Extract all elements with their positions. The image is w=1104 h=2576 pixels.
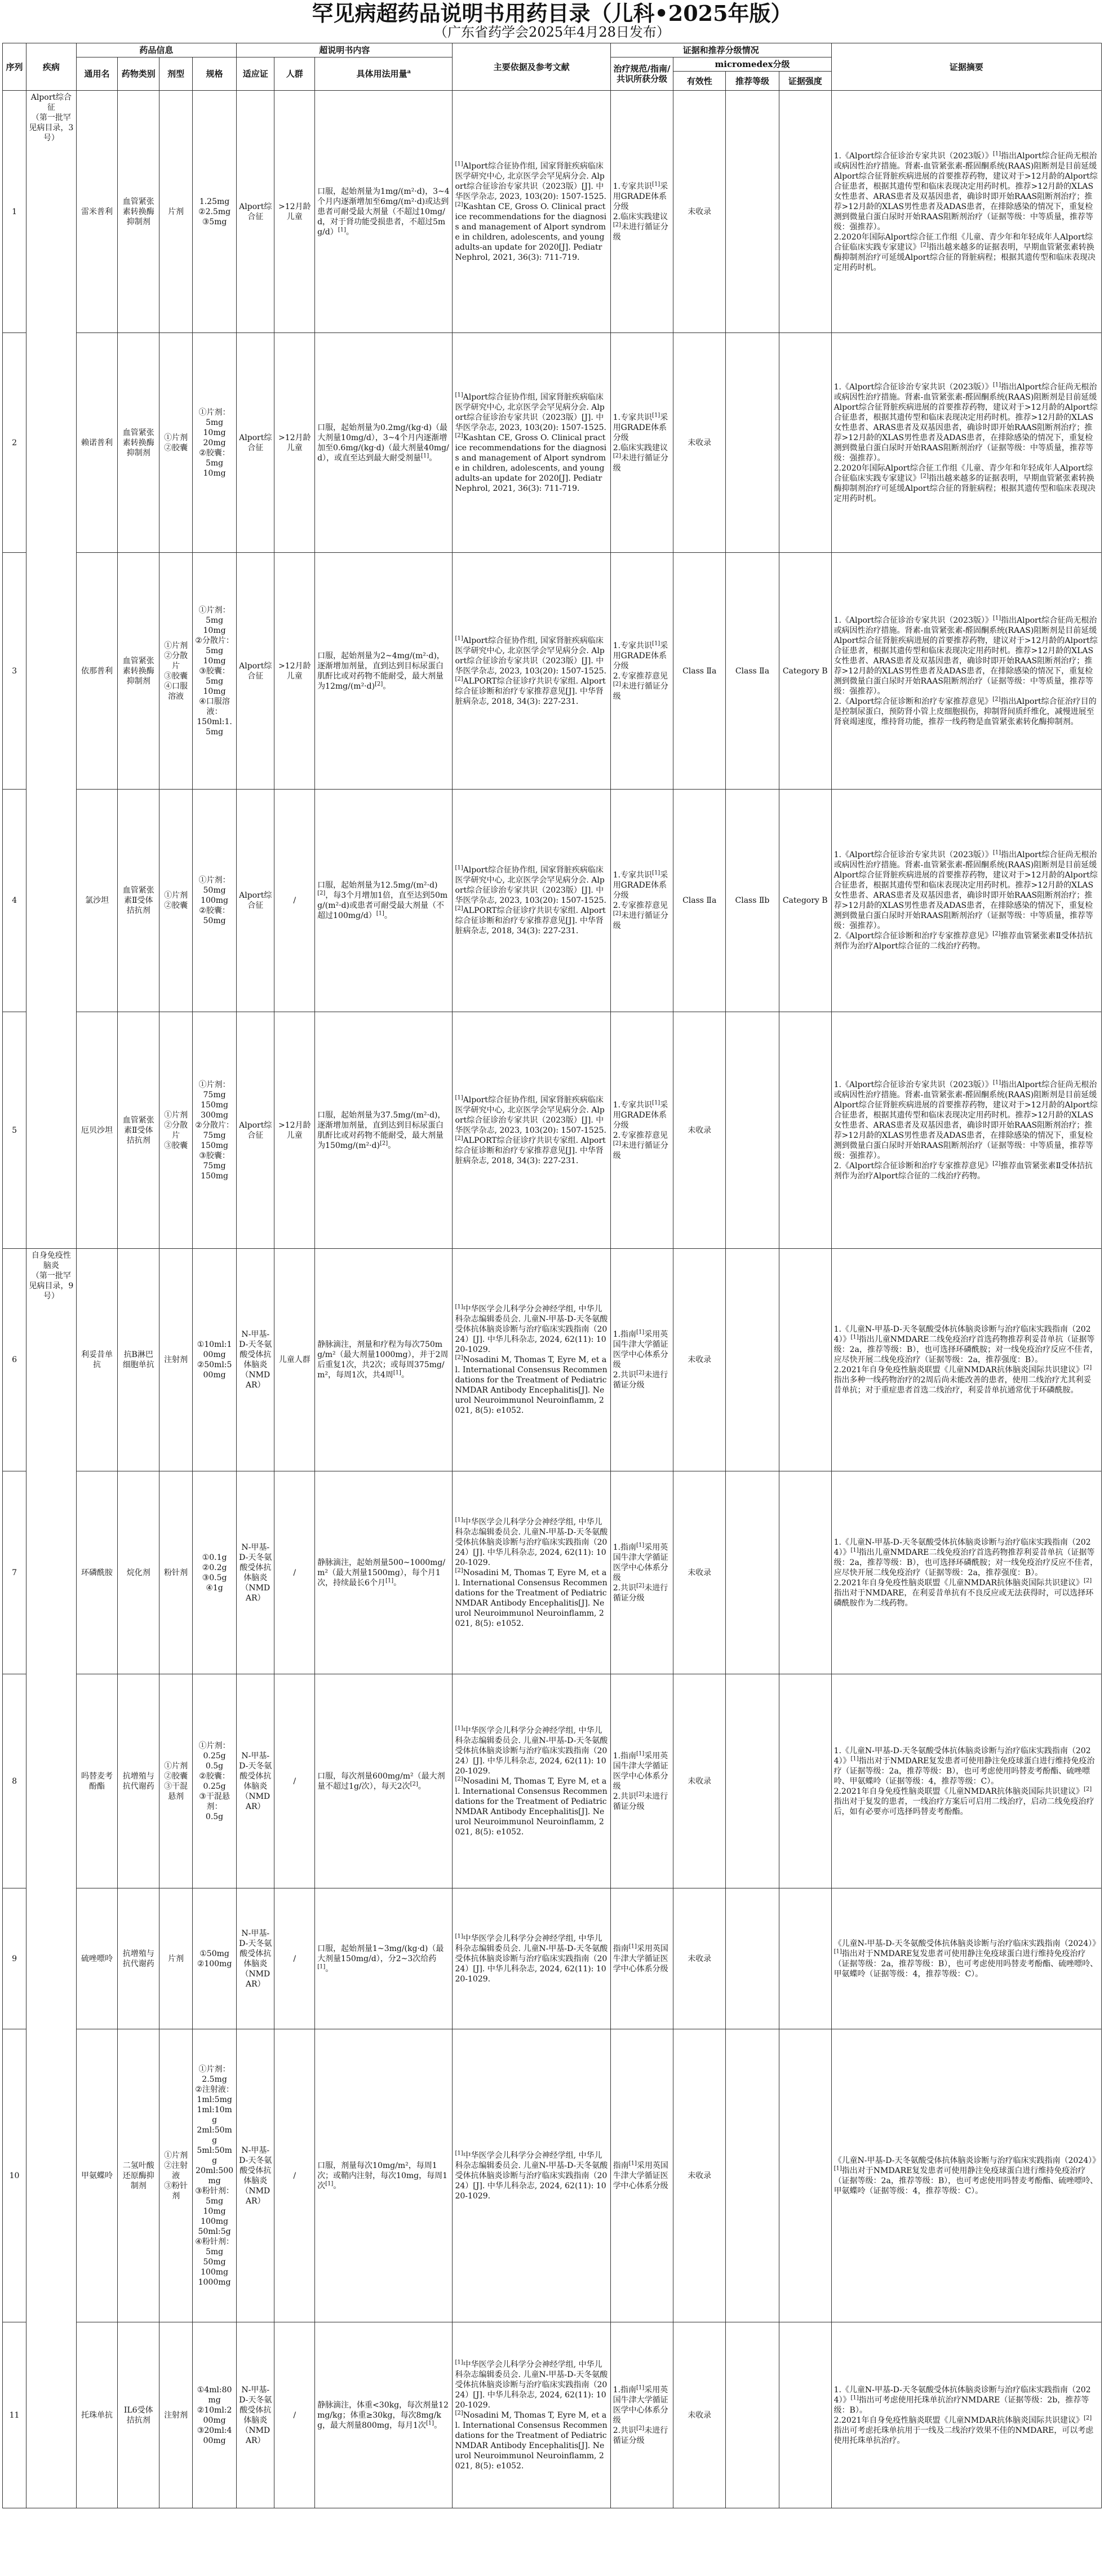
evi-strength-cell — [779, 333, 831, 553]
seq-cell: 9 — [3, 1888, 26, 2029]
basis-cell: [1]Alport综合征协作组, 国家肾脏疾病临床医学研究中心, 北京医学会罕见病分会. Alport综合征诊治专家共识（2023版）[J]. 中华医学杂志, 2023, 103(20): 1507-1525. [2]ALPORT综合征诊疗共识专家组. Alport综合征诊断和治疗专家推荐意见[J]. 中华肾脏病杂志, 2018, 34(3): 227-231. — [453, 1012, 610, 1249]
header-disease: 疾病 — [26, 43, 76, 91]
dosage-form-cell: ①片剂 ②胶囊 — [159, 790, 193, 1012]
population-cell: >12月龄儿童 — [274, 1012, 315, 1249]
basis-cell: [1]Alport综合征协作组, 国家肾脏疾病临床医学研究中心, 北京医学会罕见病分会. Alport综合征诊治专家共识（2023版）[J]. 中华医学杂志, 2023, 103(20): 1507-1525. [2]ALPORT综合征诊疗共识专家组. Alport综合征诊断和治疗专家推荐意见[J]. 中华肾脏病杂志, 2018, 34(3): 227-231. — [453, 790, 610, 1012]
efficacy-cell: 未收录 — [673, 2322, 726, 2508]
usage-cell: 口服，每次剂量600mg/m²（最大剂量不超过1g/次），每天2次[2]。 — [315, 1674, 453, 1888]
summary-cell: 1.《Alport综合征诊治专家共识（2023版）》[1]指出Alport综合征尚无根治或病因性治疗措施。肾素-血管紧张素-醛固酮系统(RAAS)阻断剂是目前延缓Alport综合征肾脏疾病进展的首要推荐药物，建议对于>12月龄的Alport综合征患者，根据其遗传型和临床表现决定用药时机。推荐>12月龄的XLAS女性患者、ARAS患者及双基因患者，确诊时即开始RAAS阻断剂治疗；推荐>12月龄的XLAS男性患者及ADAS患者，在排除感染的情况下，重复检测到微量白蛋白尿时开始RAAS阻断剂治疗（证据等级：中等质量，推荐等级：强推荐）。 2.《Alport综合征诊断和治疗专家推荐意见》[2]推荐血管紧张素Ⅱ受体拮抗剂作为治疗Alport综合征的二线治疗药物。 — [831, 1012, 1101, 1249]
guideline-cell: 1.专家共识[1]采用GRADE体系分级 2.临床实践建议[2]未进行循证分级 — [610, 91, 673, 333]
seq-cell: 8 — [3, 1674, 26, 1888]
indication-cell: N-甲基-D-天冬氨酸受体抗体脑炎（NMDAR） — [237, 1249, 274, 1471]
header-evidence: 证据和推荐分级情况 — [610, 43, 831, 57]
usage-cell: 口服，起始剂量为37.5mg/(m²·d)，逐渐增加剂量，直到达到目标尿蛋白肌酐比或对药物不能耐受，最大剂量为150mg/(m²·d)[2]。 — [315, 1012, 453, 1249]
seq-cell: 4 — [3, 790, 26, 1012]
spec-cell: ①片剂： 5mg 10mg 20mg ②胶囊： 5mg 10mg — [193, 333, 237, 553]
basis-cell: [1]Alport综合征协作组, 国家肾脏疾病临床医学研究中心, 北京医学会罕见病分会. Alport综合征诊治专家共识（2023版）[J]. 中华医学杂志, 2023, 103(20): 1507-1525. [2]Kashtan CE, Gross O. Clinical practice recommendations for the diagnosis and management of Alport syndrome in children, adolescents, and young adults-an update for 2020[J]. Pediatr Nephrol, 2021, 36(3): 711-719. — [453, 333, 610, 553]
guideline-cell: 1.指南[1]采用英国牛津大学循证医学中心体系分级 2.共识[2]未进行循证分级 — [610, 2322, 673, 2508]
population-cell: / — [274, 1888, 315, 2029]
drug-class-cell: 抗增殖与抗代谢药 — [118, 1888, 159, 2029]
basis-cell: [1]Alport综合征协作组, 国家肾脏疾病临床医学研究中心, 北京医学会罕见病分会. Alport综合征诊治专家共识（2023版）[J]. 中华医学杂志, 2023, 103(20): 1507-1525. [2]Kashtan CE, Gross O. Clinical practice recommendations for the diagnosis and management of Alport syndrome in children, adolescents, and young adults-an update for 2020[J]. Pediatr Nephrol, 2021, 36(3): 711-719. — [453, 91, 610, 333]
efficacy-cell: 未收录 — [673, 1249, 726, 1471]
table-row — [3, 1888, 1102, 2029]
usage-cell: 口服，起始剂量为2~4mg/(m²·d)，逐渐增加剂量，直到达到目标尿蛋白肌酐比或对药物不能耐受，最大剂量为12mg/(m²·d)[2]。 — [315, 553, 453, 790]
header-population: 人群 — [274, 57, 315, 91]
evi-strength-cell — [779, 1471, 831, 1674]
header-usage — [315, 57, 453, 91]
efficacy-cell: 未收录 — [673, 1471, 726, 1674]
basis-cell: [1]中华医学会儿科学分会神经学组, 中华儿科杂志编辑委员会. 儿童N-甲基-D-天冬氨酸受体抗体脑炎诊断与治疗临床实践指南（2024）[J]. 中华儿科杂志, 2024, 62(11): 1020-1029. — [453, 1888, 610, 2029]
usage-cell: 口服，起始剂量1~3mg/(kg·d)（最大剂量150mg/d），分2~3次给药[1]。 — [315, 1888, 453, 2029]
spec-cell: ①片剂： 0.25g 0.5g ②胶囊： 0.25g ③干混悬剂： 0.5g — [193, 1674, 237, 1888]
basis-cell: [1]中华医学会儿科学分会神经学组, 中华儿科杂志编辑委员会. 儿童N-甲基-D-天冬氨酸受体抗体脑炎诊断与治疗临床实践指南（2024）[J]. 中华儿科杂志, 2024, 62(11): 1020-1029. — [453, 2029, 610, 2322]
evi-strength-cell — [779, 1012, 831, 1249]
drug-class-cell: 血管紧张素转换酶抑制剂 — [118, 91, 159, 333]
drug-class-cell: 抗B淋巴细胞单抗 — [118, 1249, 159, 1471]
indication-cell: N-甲基-D-天冬氨酸受体抗体脑炎（NMDAR） — [237, 2322, 274, 2508]
drug-catalog-table — [2, 43, 1102, 2508]
spec-cell: ①0.1g ②0.2g ③0.5g ④1g — [193, 1471, 237, 1674]
generic-name-cell: 甲氨蝶呤 — [76, 2029, 118, 2322]
header-drug-info: 药品信息 — [76, 43, 236, 57]
usage-cell: 静脉滴注，起始剂量500~1000mg/m²（最大剂量1500mg），每个月1次，持续最长6个月[1]。 — [315, 1471, 453, 1674]
evi-strength-cell — [779, 1249, 831, 1471]
spec-cell: ①4ml:80mg ②10ml:200mg ③20ml:400mg — [193, 2322, 237, 2508]
header-efficacy: 有效性 — [673, 72, 726, 91]
rec-level-cell — [726, 1674, 779, 1888]
table-row — [3, 1012, 1102, 1249]
dosage-form-cell: ①片剂 ②胶囊 ③干混悬剂 — [159, 1674, 193, 1888]
spec-cell: ①片剂： 75mg 150mg 300mg ②分散片： 75mg 150mg ③胶囊： 75mg 150mg — [193, 1012, 237, 1249]
summary-cell: 《儿童N-甲基-D-天冬氨酸受体抗体脑炎诊断与治疗临床实践指南（2024）》[1]指出对于NMDARE复发患者可使用静注免疫球蛋白进行维持免疫治疗（证据等级：2a，推荐等级：B），也可考虑使用吗替麦考酚酯、硫唑嘌呤、甲氨蝶呤（证据等级：4，推荐等级：C）。 — [831, 1888, 1101, 2029]
header-usage-label: 具体用法用量 — [356, 69, 407, 79]
table-row — [3, 553, 1102, 790]
seq-cell: 5 — [3, 1012, 26, 1249]
dosage-form-cell: ①片剂 ②注射液 ③粉针剂 — [159, 2029, 193, 2322]
guideline-cell: 1.专家共识[1]采用GRADE体系分级 2.专家推荐意见[2]未进行循证分级 — [610, 1012, 673, 1249]
header-off-label: 超说明书内容 — [237, 43, 453, 57]
generic-name-cell: 依那普利 — [76, 553, 118, 790]
drug-class-cell: 血管紧张素转换酶抑制剂 — [118, 553, 159, 790]
spec-cell: ①片剂： 2.5mg ②注射液： 1ml:5mg 1ml:10mg 2ml:50mg 5ml:50mg 20ml:500mg ③粉针剂： 5mg 10mg 100mg 50ml:5g ④粉针剂： 5mg 50mg 100mg 1000mg — [193, 2029, 237, 2322]
guideline-cell: 1.专家共识[1]采用GRADE体系分级 2.临床实践建议[2]未进行循证分级 — [610, 333, 673, 553]
rec-level-cell — [726, 2322, 779, 2508]
table-row — [3, 1249, 1102, 1471]
header-seq: 序列 — [3, 43, 26, 91]
evi-strength-cell — [779, 1674, 831, 1888]
drug-class-cell: 血管紧张素转换酶抑制剂 — [118, 333, 159, 553]
header-guideline: 治疗规范/指南/共识所获分级 — [610, 57, 673, 91]
rec-level-cell — [726, 1249, 779, 1471]
rec-level-cell — [726, 333, 779, 553]
indication-cell: N-甲基-D-天冬氨酸受体抗体脑炎（NMDAR） — [237, 1888, 274, 2029]
rec-level-cell: Class Ⅱa — [726, 553, 779, 790]
efficacy-cell: 未收录 — [673, 1674, 726, 1888]
generic-name-cell: 厄贝沙坦 — [76, 1012, 118, 1249]
population-cell: >12月龄儿童 — [274, 553, 315, 790]
drug-class-cell: 抗增殖与抗代谢药 — [118, 1674, 159, 1888]
table-header — [3, 43, 1102, 91]
indication-cell: Alport综合征 — [237, 1012, 274, 1249]
summary-cell: 《儿童N-甲基-D-天冬氨酸受体抗体脑炎诊断与治疗临床实践指南（2024）》[1]指出对于NMDARE复发患者可使用静注免疫球蛋白进行维持免疫治疗（证据等级：2a，推荐等级：B），也可考虑使用吗替麦考酚酯、硫唑嘌呤、甲氨蝶呤（证据等级：4，推荐等级：C）。 — [831, 2029, 1101, 2322]
dosage-form-cell: ①片剂 ②胶囊 — [159, 333, 193, 553]
table-row — [3, 2029, 1102, 2322]
drug-class-cell: 血管紧张素Ⅱ受体拮抗剂 — [118, 1012, 159, 1249]
spec-cell: ①片剂： 5mg 10mg ②分散片： 5mg 10mg ③胶囊： 5mg 10mg ④口服溶液： 150ml:1.5mg — [193, 553, 237, 790]
basis-cell: [1]中华医学会儿科学分会神经学组, 中华儿科杂志编辑委员会. 儿童N-甲基-D-天冬氨酸受体抗体脑炎诊断与治疗临床实践指南（2024）[J]. 中华儿科杂志, 2024, 62(11): 1020-1029. [2]Nosadini M, Thomas T, Eyre M, et al. International Consensus Recommendations for the Treatment of Pediatric NMDAR Antibody Encephalitis[J]. Neurol Neuroimmunol Neuroinflamm, 2021, 8(5): e1052. — [453, 1674, 610, 1888]
guideline-cell: 1.指南[1]采用英国牛津大学循证医学中心体系分级 2.共识[2]未进行循证分级 — [610, 1249, 673, 1471]
spec-cell: 1.25mg ②2.5mg ③5mg — [193, 91, 237, 333]
efficacy-cell: 未收录 — [673, 1012, 726, 1249]
summary-cell: 1.《儿童N-甲基-D-天冬氨酸受体抗体脑炎诊断与治疗临床实践指南（2024）》[1]指出对于NMDARE复发患者可使用静注免疫球蛋白进行维持免疫治疗（证据等级：2a，推荐等级：B），也可考虑使用吗替麦考酚酯、硫唑嘌呤、甲氨蝶呤（证据等级：4，推荐等级：C）。 2.2021年自身免疫性脑炎联盟《儿童NMDAR抗体脑炎国际共识建议》[2]指出对于复发的患者，一线治疗方案后可启用二线治疗，启动二线免疫治疗后，如有必要亦可选择吗替麦考酚酯。 — [831, 1674, 1101, 1888]
summary-cell: 1.《Alport综合征诊治专家共识（2023版）》[1]指出Alport综合征尚无根治或病因性治疗措施。肾素-血管紧张素-醛固酮系统(RAAS)阻断剂是目前延缓Alport综合征肾脏疾病进展的首要推荐药物，建议对于>12月龄的Alport综合征患者，根据其遗传型和临床表现决定用药时机。推荐>12月龄的XLAS女性患者、ARAS患者及双基因患者，确诊时即开始RAAS阻断剂治疗；推荐>12月龄的XLAS男性患者及ADAS患者，在排除感染的情况下，重复检测到微量白蛋白尿时开始RAAS阻断剂治疗（证据等级：中等质量，推荐等级：强推荐）。 2.《Alport综合征诊断和治疗专家推荐意见》[2]推荐血管紧张素Ⅱ受体拮抗剂作为治疗Alport综合征的二线治疗药物。 — [831, 790, 1101, 1012]
generic-name-cell: 雷米普利 — [76, 91, 118, 333]
header-summary: 证据摘要 — [831, 43, 1101, 91]
efficacy-cell: Class Ⅱa — [673, 790, 726, 1012]
document-title: 罕见病超药品说明书用药目录（儿科•2025年版） — [312, 1, 792, 26]
disease-cell: Alport综合征 （第一批罕见病目录，3号） — [26, 91, 76, 1249]
header-micromedex: micromedex分级 — [673, 57, 831, 72]
seq-cell: 10 — [3, 2029, 26, 2322]
table-body — [3, 91, 1102, 2508]
spec-cell: ①10ml:100mg ②50ml:500mg — [193, 1249, 237, 1471]
seq-cell: 3 — [3, 553, 26, 790]
rec-level-cell — [726, 91, 779, 333]
population-cell: / — [274, 1674, 315, 1888]
evi-strength-cell — [779, 1888, 831, 2029]
guideline-cell: 1.专家共识[1]采用GRADE体系分级 2.专家推荐意见[2]未进行循证分级 — [610, 553, 673, 790]
evi-strength-cell — [779, 2322, 831, 2508]
table-row — [3, 91, 1102, 333]
dosage-form-cell: ①片剂 ②分散片 ③胶囊 ④口服溶液 — [159, 553, 193, 790]
indication-cell: Alport综合征 — [237, 91, 274, 333]
seq-cell: 1 — [3, 91, 26, 333]
header-generic-name: 通用名 — [76, 57, 118, 91]
usage-cell: 口服，起始剂量为0.2mg/(kg·d)（最大剂量10mg/d），3~4个月内逐渐增加至0.6mg/(kg·d)（最大剂量40mg/d），或直至达到最大耐受剂量[1]。 — [315, 333, 453, 553]
generic-name-cell: 吗替麦考酚酯 — [76, 1674, 118, 1888]
table-row — [3, 333, 1102, 553]
efficacy-cell: 未收录 — [673, 333, 726, 553]
rec-level-cell — [726, 1012, 779, 1249]
basis-cell: [1]中华医学会儿科学分会神经学组, 中华儿科杂志编辑委员会. 儿童N-甲基-D-天冬氨酸受体抗体脑炎诊断与治疗临床实践指南（2024）[J]. 中华儿科杂志, 2024, 62(11): 1020-1029. [2]Nosadini M, Thomas T, Eyre M, et al. International Consensus Recommendations for the Treatment of Pediatric NMDAR Antibody Encephalitis[J]. Neurol Neuroimmunol Neuroinflamm, 2021, 8(5): e1052. — [453, 2322, 610, 2508]
dosage-form-cell: 片剂 — [159, 91, 193, 333]
usage-cell: 静脉滴注，剂量和疗程为每次750mg/m²（最大剂量1000mg），并于2周后重复1次，共2次；或每周375mg/m²，每周1次，共4周[1]。 — [315, 1249, 453, 1471]
table-row — [3, 790, 1102, 1012]
spec-cell: ①50mg ②100mg — [193, 1888, 237, 2029]
drug-class-cell: 二氢叶酸还原酶抑制剂 — [118, 2029, 159, 2322]
guideline-cell: 指南[1]采用英国牛津大学循证医学中心体系分级 — [610, 1888, 673, 2029]
population-cell: / — [274, 790, 315, 1012]
seq-cell: 11 — [3, 2322, 26, 2508]
dosage-form-cell: 注射剂 — [159, 2322, 193, 2508]
indication-cell: N-甲基-D-天冬氨酸受体抗体脑炎（NMDAR） — [237, 2029, 274, 2322]
table-row — [3, 1471, 1102, 1674]
generic-name-cell: 环磷酰胺 — [76, 1471, 118, 1674]
evi-strength-cell — [779, 2029, 831, 2322]
drug-class-cell: 血管紧张素Ⅱ受体拮抗剂 — [118, 790, 159, 1012]
drug-class-cell: 烷化剂 — [118, 1471, 159, 1674]
rec-level-cell — [726, 1888, 779, 2029]
rec-level-cell: Class Ⅱb — [726, 790, 779, 1012]
efficacy-cell: Class Ⅱa — [673, 553, 726, 790]
rec-level-cell — [726, 2029, 779, 2322]
indication-cell: N-甲基-D-天冬氨酸受体抗体脑炎（NMDAR） — [237, 1674, 274, 1888]
seq-cell: 7 — [3, 1471, 26, 1674]
generic-name-cell: 托珠单抗 — [76, 2322, 118, 2508]
usage-cell: 口服，起始剂量为12.5mg/(m²·d)[2]，每3个月增加1倍，直至达到50mg/(m²·d)或患者可耐受最大剂量（不超过100mg/d）[1]。 — [315, 790, 453, 1012]
summary-cell: 1.《Alport综合征诊治专家共识（2023版）》[1]指出Alport综合征尚无根治或病因性治疗措施。肾素-血管紧张素-醛固酮系统(RAAS)阻断剂是目前延缓Alport综合征肾脏疾病进展的首要推荐药物，建议对于>12月龄的Alport综合征患者，根据其遗传型和临床表现决定用药时机。推荐>12月龄的XLAS女性患者、ARAS患者及双基因患者，确诊时即开始RAAS阻断剂治疗；推荐>12月龄的XLAS男性患者及ADAS患者，在排除感染的情况下，重复检测到微量白蛋白尿时开始RAAS阻断剂治疗（证据等级：中等质量，推荐等级：强推荐）。 2.2020年国际Alport综合征工作组《儿童、青少年和年轻成年人Alport综合征临床实践专家建议》[2]指出越来越多的证据表明，早期血管紧张素转换酶抑制剂治疗可延缓Alport综合征的肾脏病程；根据其遗传型和临床表现决定用药时机。 — [831, 333, 1101, 553]
population-cell: >12月龄儿童 — [274, 91, 315, 333]
basis-cell: [1]中华医学会儿科学分会神经学组, 中华儿科杂志编辑委员会. 儿童N-甲基-D-天冬氨酸受体抗体脑炎诊断与治疗临床实践指南（2024）[J]. 中华儿科杂志, 2024, 62(11): 1020-1029. [2]Nosadini M, Thomas T, Eyre M, et al. International Consensus Recommendations for the Treatment of Pediatric NMDAR Antibody Encephalitis[J]. Neurol Neuroimmunol Neuroinflamm, 2021, 8(5): e1052. — [453, 1249, 610, 1471]
basis-cell: [1]Alport综合征协作组, 国家肾脏疾病临床医学研究中心, 北京医学会罕见病分会. Alport综合征诊治专家共识（2023版）[J]. 中华医学杂志, 2023, 103(20): 1507-1525. [2]ALPORT综合征诊疗共识专家组. Alport综合征诊断和治疗专家推荐意见[J]. 中华肾脏病杂志, 2018, 34(3): 227-231. — [453, 553, 610, 790]
generic-name-cell: 赖诺普利 — [76, 333, 118, 553]
population-cell: / — [274, 2322, 315, 2508]
header-usage-sup: a — [407, 69, 411, 75]
evi-strength-cell — [779, 91, 831, 333]
summary-cell: 1.《Alport综合征诊治专家共识（2023版）》[1]指出Alport综合征尚无根治或病因性治疗措施。肾素-血管紧张素-醛固酮系统(RAAS)阻断剂是目前延缓Alport综合征肾脏疾病进展的首要推荐药物，建议对于>12月龄的Alport综合征患者，根据其遗传型和临床表现决定用药时机。推荐>12月龄的XLAS女性患者、ARAS患者及双基因患者，确诊时即开始RAAS阻断剂治疗；推荐>12月龄的XLAS男性患者及ADAS患者，在排除感染的情况下，重复检测到微量白蛋白尿时开始RAAS阻断剂治疗（证据等级：中等质量，推荐等级：强推荐）。 2.《Alport综合征诊断和治疗专家推荐意见》[2]指出Alport综合征治疗目的是控制尿蛋白，预防肾小管上皮细胞损伤，抑制肾间质纤维化，减慢进展至肾衰竭速度，维持肾功能，推荐一线药物是血管紧张素转化酶抑制剂。 — [831, 553, 1101, 790]
rec-level-cell — [726, 1471, 779, 1674]
header-rec-level: 推荐等级 — [726, 72, 779, 91]
basis-cell: [1]中华医学会儿科学分会神经学组, 中华儿科杂志编辑委员会. 儿童N-甲基-D-天冬氨酸受体抗体脑炎诊断与治疗临床实践指南（2024）[J]. 中华儿科杂志, 2024, 62(11): 1020-1029. [2]Nosadini M, Thomas T, Eyre M, et al. International Consensus Recommendations for the Treatment of Pediatric NMDAR Antibody Encephalitis[J]. Neurol Neuroimmunol Neuroinflamm, 2021, 8(5): e1052. — [453, 1471, 610, 1674]
generic-name-cell: 硫唑嘌呤 — [76, 1888, 118, 2029]
efficacy-cell: 未收录 — [673, 2029, 726, 2322]
table-row — [3, 1674, 1102, 1888]
summary-cell: 1.《儿童N-甲基-D-天冬氨酸受体抗体脑炎诊断与治疗临床实践指南（2024）》[1]指出可考虑使用托珠单抗治疗NMDARE（证据等级：2b，推荐等级：B）。 2.2021年自身免疫性脑炎联盟《儿童NMDAR抗体脑炎国际共识建议》[2]指出可考虑托珠单抗用于一线及二线治疗效果不佳的NMDARE，可以考虑使用托珠单抗治疗。 — [831, 2322, 1101, 2508]
guideline-cell: 1.专家共识[1]采用GRADE体系分级 2.专家推荐意见[2]未进行循证分级 — [610, 790, 673, 1012]
header-spec: 规格 — [193, 57, 237, 91]
header-evi-strength: 证据强度 — [779, 72, 831, 91]
population-cell: / — [274, 1471, 315, 1674]
indication-cell: Alport综合征 — [237, 553, 274, 790]
dosage-form-cell: 片剂 — [159, 1888, 193, 2029]
seq-cell: 2 — [3, 333, 26, 553]
population-cell: >12月龄儿童 — [274, 333, 315, 553]
usage-cell: 静脉滴注，体重<30kg，每次剂量12mg/kg；体重≥30kg，每次8mg/kg，最大剂量800mg，每月1次[1]。 — [315, 2322, 453, 2508]
summary-cell: 1.《儿童N-甲基-D-天冬氨酸受体抗体脑炎诊断与治疗临床实践指南（2024）》[1]指出儿童NMDARE二线免疫治疗首选药物推荐利妥昔单抗（证据等级：2a，推荐等级：B），也可选择环磷酰胺；对一线免疫治疗反应不佳者，应尽快开展二线免疫治疗（证据等级：2a，推荐强度：B）。 2.2021年自身免疫性脑炎联盟《儿童NMDAR抗体脑炎国际共识建议》[2]指出多种一线药物治疗的2周后尚未能改善的患者，使用二线治疗尤其利妥昔单抗；对于重症患者首选二线治疗，利妥昔单抗通常优于环磷酰胺。 — [831, 1249, 1101, 1471]
dosage-form-cell: 注射剂 — [159, 1249, 193, 1471]
evi-strength-cell: Category B — [779, 790, 831, 1012]
guideline-cell: 1.指南[1]采用英国牛津大学循证医学中心体系分级 2.共识[2]未进行循证分级 — [610, 1471, 673, 1674]
usage-cell: 口服，起始剂量为1mg/(m²·d)，3~4个月内逐渐增加至6mg/(m²·d)或达到患者可耐受最大剂量（不超过10mg/d，对于肾功能受损患者，不超过5mg/d）[1]。 — [315, 91, 453, 333]
generic-name-cell: 利妥昔单抗 — [76, 1249, 118, 1471]
guideline-cell: 指南[1]采用英国牛津大学循证医学中心体系分级 — [610, 2029, 673, 2322]
efficacy-cell: 未收录 — [673, 91, 726, 333]
disease-cell: 自身免疫性脑炎 （第一批罕见病目录，9号） — [26, 1249, 76, 2508]
population-cell: 儿童人群 — [274, 1249, 315, 1471]
table-row — [3, 2322, 1102, 2508]
evi-strength-cell: Category B — [779, 553, 831, 790]
document-subtitle: （广东省药学会2025年4月28日发布） — [434, 24, 670, 40]
summary-cell: 1.《儿童N-甲基-D-天冬氨酸受体抗体脑炎诊断与治疗临床实践指南（2024）》[1]指出儿童NMDARE二线免疫治疗首选药物推荐利妥昔单抗（证据等级：2a，推荐等级：B），也可选择环磷酰胺；对一线免疫治疗反应不佳者，应尽快开展二线免疫治疗（证据等级：2a，推荐强度：B）。 2.2021年自身免疫性脑炎联盟《儿童NMDAR抗体脑炎国际共识建议》[2]指出对于NMDARE，在利妥昔单抗有不良反应或无法获得时，可以选择环磷酰胺作为二线药物。 — [831, 1471, 1101, 1674]
usage-cell: 口服，剂量每次10mg/m²，每周1次；或鞘内注射，每次10mg，每周1次[1]。 — [315, 2029, 453, 2322]
dosage-form-cell: 粉针剂 — [159, 1471, 193, 1674]
generic-name-cell: 氯沙坦 — [76, 790, 118, 1012]
indication-cell: N-甲基-D-天冬氨酸受体抗体脑炎（NMDAR） — [237, 1471, 274, 1674]
indication-cell: Alport综合征 — [237, 790, 274, 1012]
header-basis: 主要依据及参考文献 — [453, 43, 610, 91]
drug-class-cell: IL6受体拮抗剂 — [118, 2322, 159, 2508]
seq-cell: 6 — [3, 1249, 26, 1471]
header-dosage-form: 剂型 — [159, 57, 193, 91]
summary-cell: 1.《Alport综合征诊治专家共识（2023版）》[1]指出Alport综合征尚无根治或病因性治疗措施。肾素-血管紧张素-醛固酮系统(RAAS)阻断剂是目前延缓Alport综合征肾脏疾病进展的首要推荐药物，建议对于>12月龄的Alport综合征患者，根据其遗传型和临床表现决定用药时机。推荐>12月龄的XLAS女性患者、ARAS患者及双基因患者，确诊时即开始RAAS阻断剂治疗；推荐>12月龄的XLAS男性患者及ADAS患者，在排除感染的情况下，重复检测到微量白蛋白尿时开始RAAS阻断剂治疗（证据等级：中等质量，推荐等级：强推荐）。 2.2020年国际Alport综合征工作组《儿童、青少年和年轻成年人Alport综合征临床实践专家建议》[2]指出越来越多的证据表明，早期血管紧张素转换酶抑制剂治疗可延缓Alport综合征的肾脏病程；根据其遗传型和临床表现决定用药时机。 — [831, 91, 1101, 333]
guideline-cell: 1.指南[1]采用英国牛津大学循证医学中心体系分级 2.共识[2]未进行循证分级 — [610, 1674, 673, 1888]
dosage-form-cell: ①片剂 ②分散片 ③胶囊 — [159, 1012, 193, 1249]
efficacy-cell: 未收录 — [673, 1888, 726, 2029]
population-cell: / — [274, 2029, 315, 2322]
spec-cell: ①片剂： 50mg 100mg ②胶囊： 50mg — [193, 790, 237, 1012]
header-indication: 适应证 — [237, 57, 274, 91]
indication-cell: Alport综合征 — [237, 333, 274, 553]
header-drug-class: 药物类别 — [118, 57, 159, 91]
